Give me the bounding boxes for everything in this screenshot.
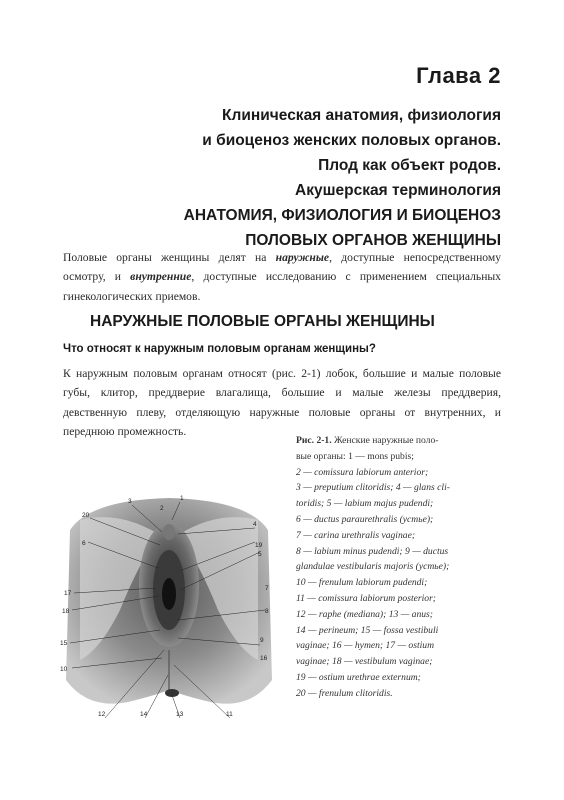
section-heading: НАРУЖНЫЕ ПОЛОВЫЕ ОРГАНЫ ЖЕНЩИНЫ <box>90 313 435 330</box>
caption-line: 14 — perineum; 15 — fossa vestibuli <box>296 624 439 636</box>
caption-line: 12 — raphe (mediana); 13 — anus; <box>296 608 433 620</box>
caption-line: vaginae; 18 — vestibulum vaginae; <box>296 656 433 668</box>
figure-label: 4 <box>253 521 257 528</box>
caption-line: 2 — comissura labiorum anterior; <box>296 466 429 478</box>
term-internal: внутренние <box>130 270 192 284</box>
figure-label: 9 <box>260 637 264 644</box>
figure-label: 16 <box>260 655 268 662</box>
caption-line: 7 — carina urethralis vaginae; <box>296 529 416 541</box>
intro-paragraph <box>63 248 501 306</box>
figure-label: 12 <box>98 711 106 718</box>
figure-label: 15 <box>60 640 68 647</box>
term-external: наружные <box>275 251 330 264</box>
caption-line: 20 — frenulum clitoridis. <box>296 687 393 699</box>
figure-label: 3 <box>128 498 132 505</box>
chapter-title-block <box>61 103 501 253</box>
caption-line: 3 — preputium clitoridis; 4 — glans cli- <box>296 482 450 494</box>
figure-label: 1 <box>180 495 184 502</box>
figure-label: 5 <box>258 551 262 558</box>
figure-label: 10 <box>60 666 68 673</box>
caption-line: 6 — ductus paraurethralis (устье); <box>296 513 434 525</box>
figure-label: 13 <box>176 711 184 718</box>
title-line: Клиническая анатомия, физиология <box>222 107 501 124</box>
caption-line: glandulae vestibularis majoris (устье); <box>296 561 450 573</box>
figure-label: 17 <box>64 590 72 597</box>
caption-line: 19 — ostium urethrae externum; <box>296 671 421 683</box>
intro-text: Половые органы женщины делят на <box>63 251 276 264</box>
figure-label: 20 <box>82 512 90 519</box>
figure-label: 14 <box>140 711 148 718</box>
question-heading: Что относят к наружным половым органам женщины? <box>63 343 376 355</box>
caption-line: 11 — comissura labiorum posterior; <box>296 592 437 604</box>
figure-label: 18 <box>62 608 70 615</box>
figure-label: 6 <box>82 540 86 547</box>
intro-text: , доступные непосредственному осмотру, и <box>63 251 501 284</box>
caption-line: 10 — frenulum labiorum pudendi; <box>296 577 428 589</box>
figure-label: 8 <box>265 608 269 615</box>
title-line: и биоценоз женских половых органов. <box>202 132 501 149</box>
section-title-line: АНАТОМИЯ, ФИЗИОЛОГИЯ И БИОЦЕНОЗ <box>183 207 501 224</box>
caption-line: vaginae; 16 — hymen; 17 — ostium <box>296 640 435 652</box>
caption-line: вые органы: 1 — mons pubis; <box>296 450 414 462</box>
figure-label: 19 <box>255 542 263 549</box>
figure-caption <box>296 433 506 702</box>
caption-line: 8 — labium minus pudendi; 9 — ductus <box>296 545 449 557</box>
title-line: Плод как объект родов. <box>318 157 501 174</box>
intro-text: , доступные исследованию с применением специальных гинекологических приемов. <box>63 270 501 303</box>
chapter-number: Глава 2 <box>416 63 501 88</box>
caption-line: Женские наружные поло- <box>334 435 439 446</box>
caption-label: Рис. 2-1. <box>296 435 332 446</box>
answer-paragraph: К наружным половым органам относят (рис. 2-1) лобок, большие и малые половые губы, клитор, преддверие влагалища, большие и малые железы преддверия, девственную плеву, отделяющую наружные половые органы от внутренних, и переднюю промежность. <box>63 367 501 439</box>
caption-line: toridis; 5 — labium majus pudendi; <box>296 498 434 510</box>
title-line: Акушерская терминология <box>295 182 501 199</box>
anatomy-figure <box>60 490 278 720</box>
figure-label: 2 <box>160 505 164 512</box>
figure-label: 11 <box>226 711 233 718</box>
section-title-line: ПОЛОВЫХ ОРГАНОВ ЖЕНЩИНЫ <box>245 232 501 249</box>
figure-label: 7 <box>265 585 269 592</box>
